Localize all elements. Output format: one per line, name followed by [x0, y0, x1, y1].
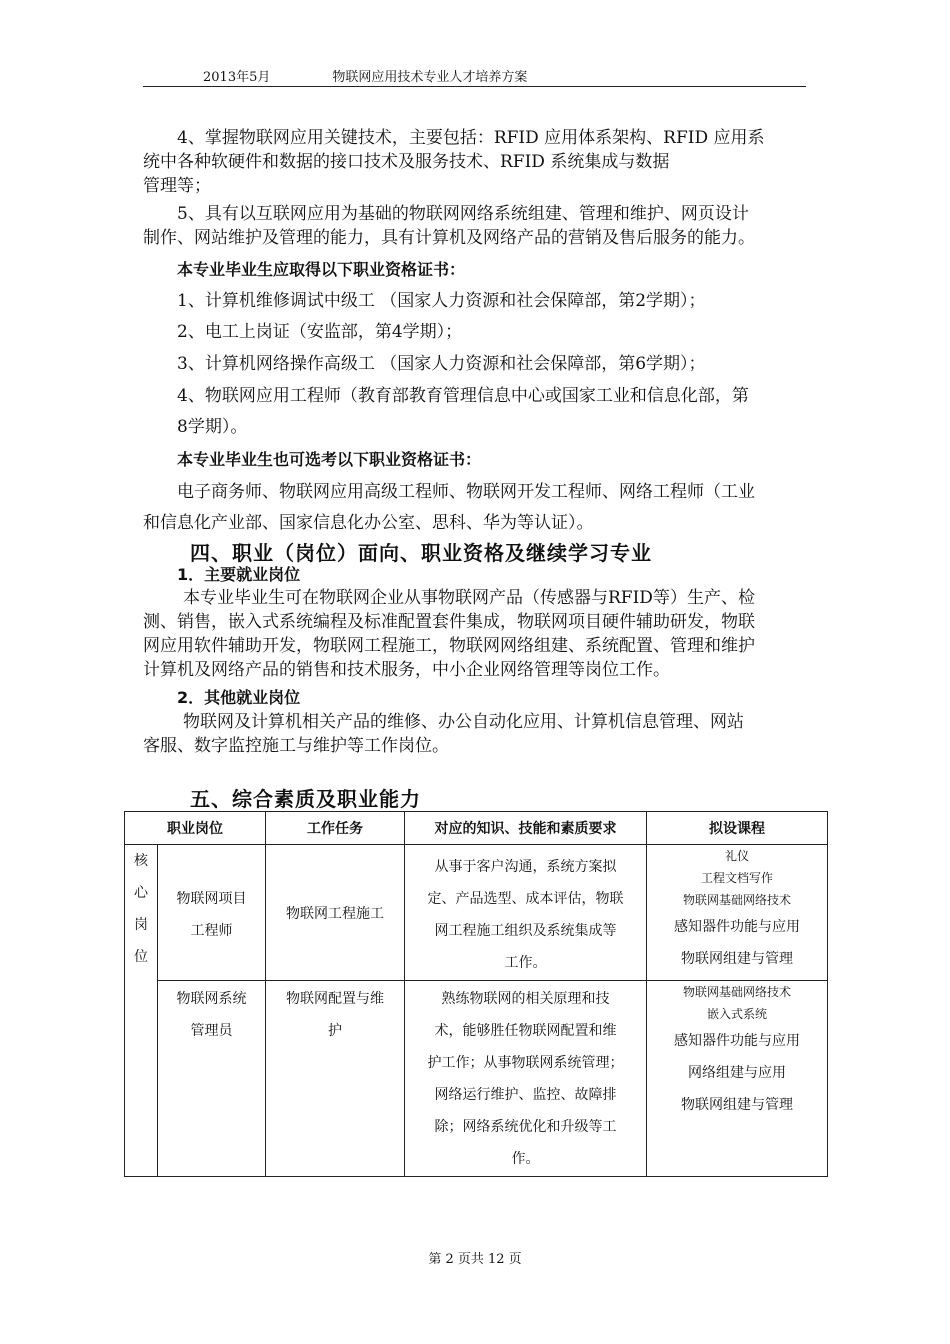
optional-cert-heading: 本专业毕业生也可选考以下职业资格证书： [177, 450, 482, 469]
section-4-1-heading: 1．主要就业岗位 [177, 565, 301, 584]
page-footer: 第 2 页共 12 页 [428, 1252, 522, 1267]
column-header-requirements: 对应的知识、技能和素质要求 [405, 812, 647, 845]
other-jobs-line-1: 物联网及计算机相关产品的维修、办公自动化应用、计算机信息管理、网站 [183, 712, 744, 732]
paragraph-4-line-3: 管理等； [143, 176, 211, 196]
paragraph-5-line-1: 5、具有以互联网应用为基础的物联网网络系统组建、管理和维护、网页设计 [177, 204, 749, 224]
post-line: 工程师 [190, 923, 233, 939]
cert-item-2: 2、电工上岗证（安监部，第4学期）； [177, 322, 463, 342]
course-item: 物联网基础网络技术 [682, 985, 791, 999]
cert-item-3: 3、计算机网络操作高级工 （国家人力资源和社会保障部，第6学期）； [177, 354, 706, 374]
section-5-title: 五、综合素质及职业能力 [190, 787, 421, 811]
requirement-line: 网络运行维护、监控、故障排 [434, 1087, 617, 1103]
post-cell [158, 981, 266, 1177]
header-title: 物联网应用技术专业人才培养方案 [332, 70, 528, 85]
course-item: 礼仪 [724, 849, 749, 863]
course-item: 物联网基础网络技术 [682, 893, 791, 907]
cert-item-4-line-2: 8学期）。 [177, 417, 248, 437]
task-line: 护 [328, 1023, 342, 1039]
requirement-line: 工作。 [504, 955, 547, 971]
category-cell [125, 845, 158, 1177]
post-line: 物联网系统 [176, 991, 247, 1007]
requirement-line: 除；网络系统优化和升级等工 [434, 1119, 617, 1135]
course-item: 感知器件功能与应用 [674, 919, 800, 935]
header-rule [143, 86, 806, 87]
post-cell [158, 845, 266, 981]
category-char: 位 [134, 949, 148, 965]
requirement-line: 术，能够胜任物联网配置和维 [434, 1023, 617, 1039]
column-header-task: 工作任务 [266, 812, 405, 845]
main-jobs-line-3: 网应用软件辅助开发，物联网工程施工，物联网网络组建、系统配置、管理和维护 [143, 636, 755, 656]
requirement-line: 护工作；从事物联网系统管理； [427, 1055, 624, 1071]
column-header-courses: 拟设课程 [647, 812, 828, 845]
post-line: 管理员 [190, 1023, 233, 1039]
course-item: 感知器件功能与应用 [674, 1033, 800, 1049]
course-item: 工程文档写作 [700, 871, 773, 885]
competency-table [124, 811, 828, 1177]
category-char: 核 [134, 853, 148, 869]
table-header-row [125, 812, 828, 845]
section-4-2-heading: 2．其他就业岗位 [177, 688, 301, 707]
header-text [203, 66, 527, 85]
cert-item-1: 1、计算机维修调试中级工 （国家人力资源和社会保障部，第2学期）； [177, 291, 706, 311]
paragraph-4-line-1: 4、掌握物联网应用关键技术，主要包括：RFID 应用体系架构、RFID 应用系 [177, 128, 765, 148]
task-line: 物联网配置与维 [286, 991, 384, 1007]
course-item: 网络组建与应用 [688, 1065, 786, 1081]
table-row [125, 845, 828, 981]
task-cell [266, 845, 405, 981]
paragraph-5-line-2: 制作、网站维护及管理的能力，具有计算机及网络产品的营销及售后服务的能力。 [143, 228, 755, 248]
task-line: 物联网工程施工 [286, 906, 384, 922]
other-jobs-line-2: 客服、数字监控施工与维护等工作岗位。 [143, 736, 449, 756]
requirement-line: 从事于客户沟通，系统方案拟 [434, 859, 617, 875]
course-item: 嵌入式系统 [706, 1007, 767, 1021]
requirement-line: 网工程施工组织及系统集成等 [434, 923, 617, 939]
task-cell [266, 981, 405, 1177]
category-char: 岗 [134, 917, 148, 933]
course-item: 物联网组建与管理 [681, 951, 793, 967]
table-row [125, 981, 828, 1177]
optional-cert-line-2: 和信息化产业部、国家信息化办公室、思科、华为等认证）。 [143, 513, 594, 533]
post-line: 物联网项目 [176, 891, 247, 907]
requirements-cell [405, 981, 647, 1177]
optional-cert-line-1: 电子商务师、物联网应用高级工程师、物联网开发工程师、网络工程师（工业 [177, 482, 755, 502]
requirement-line: 熟练物联网的相关原理和技 [441, 991, 610, 1007]
requirements-cell [405, 845, 647, 981]
course-item: 物联网组建与管理 [681, 1097, 793, 1113]
column-header-post: 职业岗位 [125, 812, 266, 845]
header-date: 2013年5月 [203, 70, 271, 85]
courses-cell [647, 845, 828, 981]
cert-heading: 本专业毕业生应取得以下职业资格证书： [177, 260, 466, 279]
requirement-line: 作。 [511, 1151, 540, 1167]
category-char: 心 [134, 885, 148, 901]
paragraph-4-line-2: 统中各种软硬件和数据的接口技术及服务技术、RFID 系统集成与数据 [143, 152, 670, 172]
cert-item-4-line-1: 4、物联网应用工程师（教育部教育管理信息中心或国家工业和信息化部，第 [177, 386, 749, 406]
courses-cell [647, 981, 828, 1177]
main-jobs-line-2: 测、销售，嵌入式系统编程及标准配置套件集成，物联网项目硬件辅助研发，物联 [143, 612, 755, 632]
main-jobs-line-4: 计算机及网络产品的销售和技术服务，中小企业网络管理等岗位工作。 [143, 660, 670, 680]
section-4-title: 四、职业（岗位）面向、职业资格及继续学习专业 [190, 541, 652, 565]
main-jobs-line-1: 本专业毕业生可在物联网企业从事物联网产品（传感器与RFID等）生产、检 [183, 588, 755, 608]
requirement-line: 定、产品选型、成本评估，物联 [427, 891, 624, 907]
